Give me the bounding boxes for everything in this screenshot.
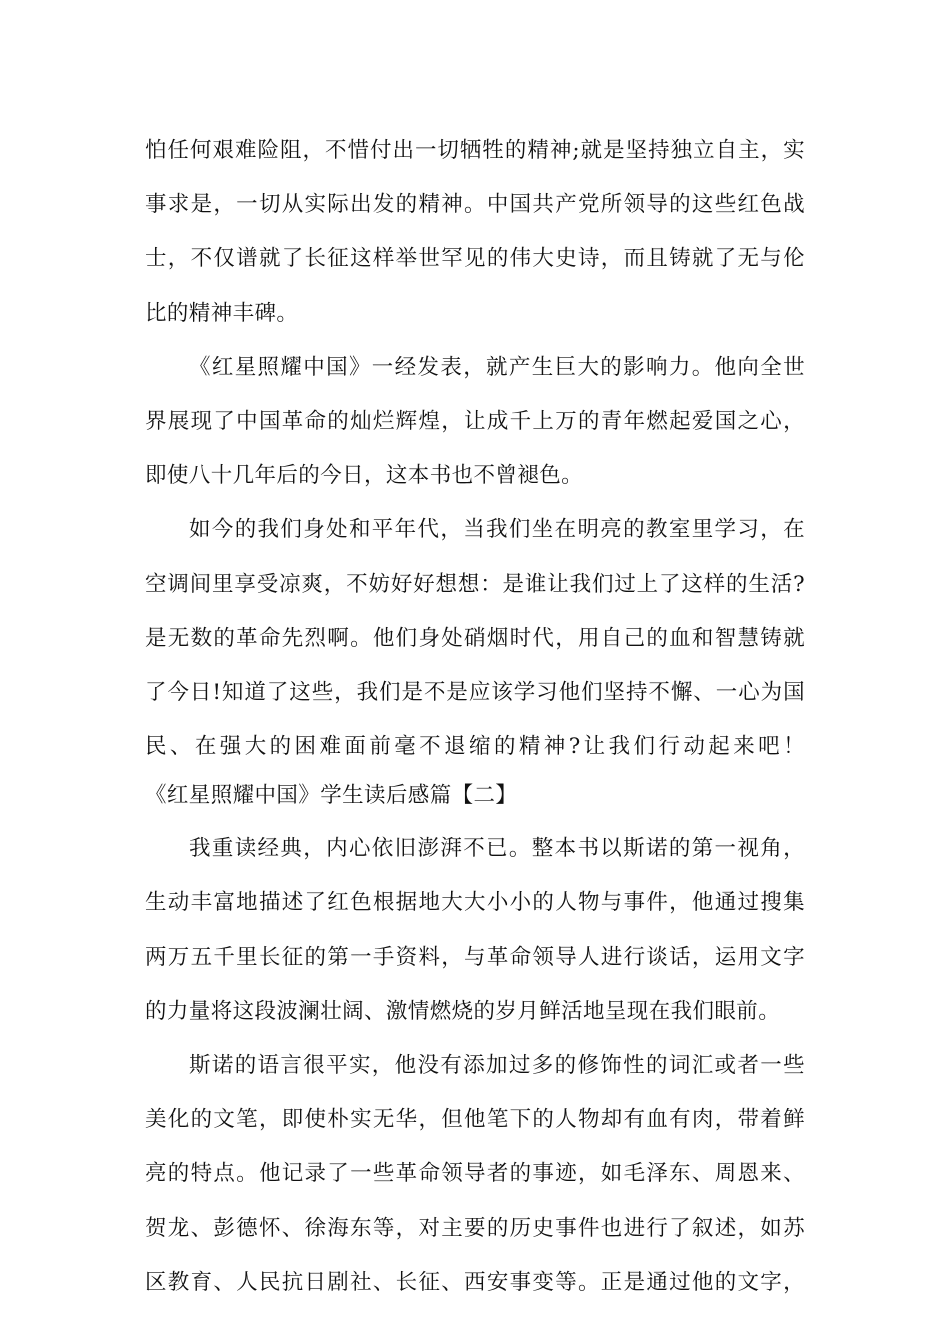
text-line: 民、在强大的困难面前毫不退缩的精神?让我们行动起来吧！ [145, 734, 805, 760]
paragraph [145, 822, 805, 1039]
text-line: 即使八十几年后的今日，这本书也不曾褪色。 [145, 463, 584, 489]
text-line: 了今日!知道了这些，我们是不是应该学习他们坚持不懈、一心为国 [145, 679, 805, 705]
text-line: 斯诺的语言很平实，他没有添加过多的修饰性的词汇或者一些 [189, 1053, 805, 1078]
text-line: 的力量将这段波澜壮阔、激情燃烧的岁月鲜活地呈现在我们眼前。 [145, 998, 781, 1024]
text-line: 生动丰富地描述了红色根据地大大小小的人物与事件，他通过搜集 [145, 890, 805, 916]
text-line: 是无数的革命先烈啊。他们身处硝烟时代，用自己的血和智慧铸就 [145, 625, 805, 651]
text-line: 《红星照耀中国》一经发表，就产生巨大的影响力。他向全世 [189, 354, 805, 380]
text-line: 贺龙、彭德怀、徐海东等，对主要的历史事件也进行了叙述，如苏 [145, 1215, 805, 1241]
text-line: 美化的文笔，即使朴实无华，但他笔下的人物却有血有肉，带着鲜 [145, 1107, 805, 1133]
text-line: 区教育、人民抗日剧社、长征、西安事变等。正是通过他的文字， [145, 1269, 805, 1295]
text-line: 界展现了中国革命的灿烂辉煌，让成千上万的青年燃起爱国之心， [145, 408, 805, 434]
text-line: 如今的我们身处和平年代，当我们坐在明亮的教室里学习，在 [189, 517, 805, 543]
heading-text: 《红星照耀中国》学生读后感篇【二】 [145, 783, 518, 809]
document-page [145, 124, 805, 1310]
paragraph [145, 341, 805, 504]
section-heading [145, 774, 805, 818]
text-line: 怕任何艰难险阻，不惜付出一切牺牲的精神;就是坚持独立自主，实 [145, 138, 805, 163]
text-line: 事求是，一切从实际出发的精神。中国共产党所领导的这些红色战 [145, 192, 805, 218]
text-line: 比的精神丰碑。 [145, 300, 299, 326]
text-line: 亮的特点。他记录了一些革命领导者的事迹，如毛泽东、周恩来、 [145, 1161, 805, 1187]
paragraph [145, 1039, 805, 1310]
paragraph [145, 124, 805, 341]
text-line: 空调间里享受凉爽，不妨好好想想：是谁让我们过上了这样的生活? [145, 571, 805, 597]
paragraph [145, 503, 805, 774]
text-line: 士，不仅谱就了长征这样举世罕见的伟大史诗，而且铸就了无与伦 [145, 246, 805, 272]
text-line: 两万五千里长征的第一手资料，与革命领导人进行谈话，运用文字 [145, 944, 805, 970]
text-line: 我重读经典，内心依旧澎湃不已。整本书以斯诺的第一视角， [189, 836, 805, 862]
